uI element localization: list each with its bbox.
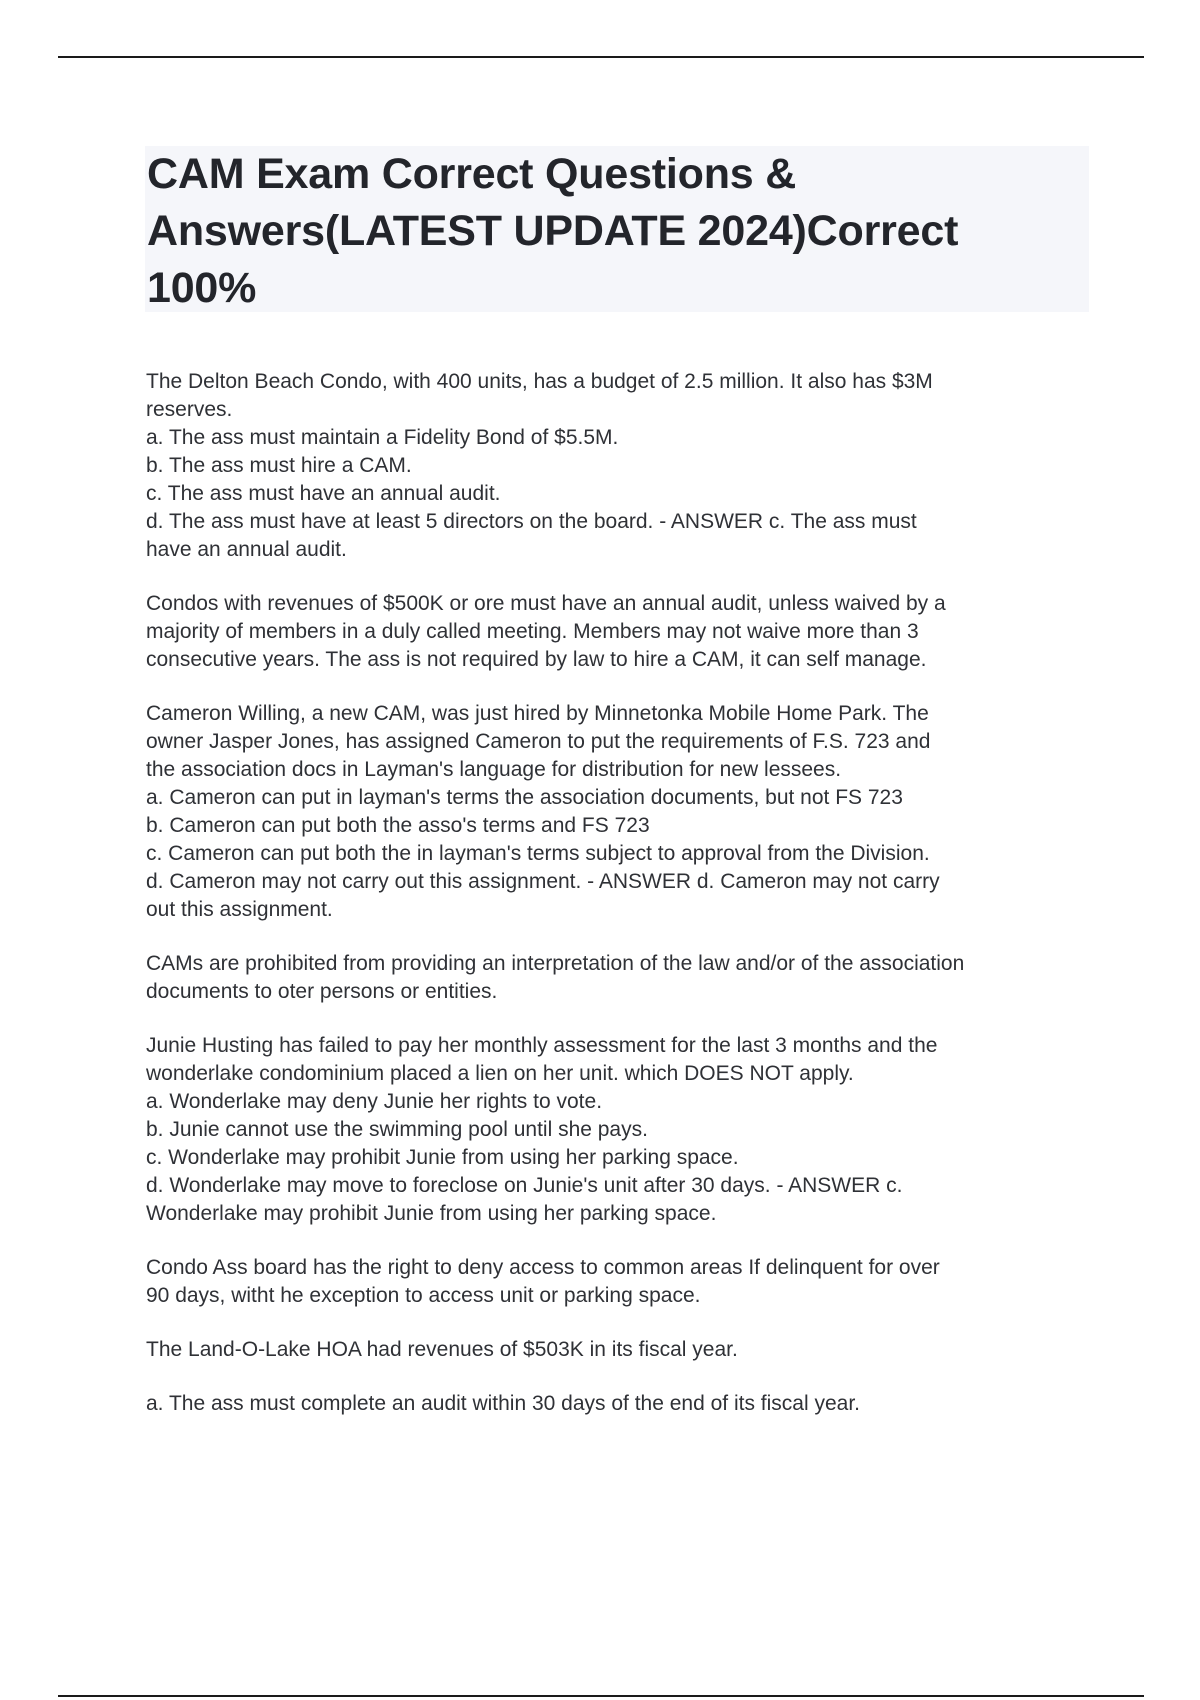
text-line: b. The ass must hire a CAM. xyxy=(146,454,412,477)
text-line: 90 days, witht he exception to access unit or parking space. xyxy=(146,1284,701,1307)
text-line: CAMs are prohibited from providing an interpretation of the law and/or of the association xyxy=(146,952,965,975)
text-line: reserves. xyxy=(146,398,233,421)
explanation-block xyxy=(146,950,1096,1006)
title-line: CAM Exam Correct Questions & xyxy=(147,150,797,198)
answer-option xyxy=(146,1390,1096,1418)
qa-block xyxy=(146,700,1096,924)
title-line: 100% xyxy=(147,264,257,312)
text-line: documents to oter persons or entities. xyxy=(146,980,498,1003)
text-line: c. Cameron can put both the in layman's terms subject to approval from the Division. xyxy=(146,842,930,865)
text-line: a. Cameron can put in layman's terms the association documents, but not FS 723 xyxy=(146,786,903,809)
text-line: The Land-O-Lake HOA had revenues of $503K in its fiscal year. xyxy=(146,1338,738,1361)
text-line: a. The ass must complete an audit within 30 days of the end of its fiscal year. xyxy=(146,1392,860,1415)
text-line: Condos with revenues of $500K or ore must have an annual audit, unless waived by a xyxy=(146,592,946,615)
text-line: out this assignment. xyxy=(146,898,333,921)
qa-block xyxy=(146,1336,1096,1364)
text-line: c. The ass must have an annual audit. xyxy=(146,482,501,505)
text-line: a. Wonderlake may deny Junie her rights to vote. xyxy=(146,1090,603,1113)
text-line: b. Cameron can put both the asso's terms and FS 723 xyxy=(146,814,650,837)
document-body xyxy=(146,368,1096,1444)
text-line: wonderlake condominium placed a lien on her unit. which DOES NOT apply. xyxy=(146,1062,854,1085)
text-line: Cameron Willing, a new CAM, was just hired by Minnetonka Mobile Home Park. The xyxy=(146,702,929,725)
bottom-rule xyxy=(58,1695,1144,1697)
title-line: Answers(LATEST UPDATE 2024)Correct xyxy=(147,207,959,255)
qa-block xyxy=(146,1032,1096,1228)
text-line: b. Junie cannot use the swimming pool until she pays. xyxy=(146,1118,648,1141)
text-line: Condo Ass board has the right to deny access to common areas If delinquent for over xyxy=(146,1256,940,1279)
text-line: majority of members in a duly called meeting. Members may not waive more than 3 xyxy=(146,620,919,643)
qa-block xyxy=(146,368,1096,564)
text-line: owner Jasper Jones, has assigned Cameron to put the requirements of F.S. 723 and xyxy=(146,730,931,753)
document-title xyxy=(147,146,1089,317)
text-line: Junie Husting has failed to pay her monthly assessment for the last 3 months and the xyxy=(146,1034,938,1057)
text-line: Wonderlake may prohibit Junie from using her parking space. xyxy=(146,1202,717,1225)
explanation-block xyxy=(146,1254,1096,1310)
text-line: the association docs in Layman's language for distribution for new lessees. xyxy=(146,758,842,781)
text-line: d. Cameron may not carry out this assignment. - ANSWER d. Cameron may not carry xyxy=(146,870,940,893)
explanation-block xyxy=(146,590,1096,674)
text-line: have an annual audit. xyxy=(146,538,347,561)
title-banner xyxy=(145,146,1089,312)
text-line: c. Wonderlake may prohibit Junie from using her parking space. xyxy=(146,1146,739,1169)
text-line: d. The ass must have at least 5 directors on the board. - ANSWER c. The ass must xyxy=(146,510,917,533)
top-rule xyxy=(58,56,1144,58)
text-line: a. The ass must maintain a Fidelity Bond of $5.5M. xyxy=(146,426,619,449)
text-line: d. Wonderlake may move to foreclose on Junie's unit after 30 days. - ANSWER c. xyxy=(146,1174,903,1197)
text-line: consecutive years. The ass is not required by law to hire a CAM, it can self manage. xyxy=(146,648,927,671)
text-line: The Delton Beach Condo, with 400 units, has a budget of 2.5 million. It also has $3M xyxy=(146,370,933,393)
